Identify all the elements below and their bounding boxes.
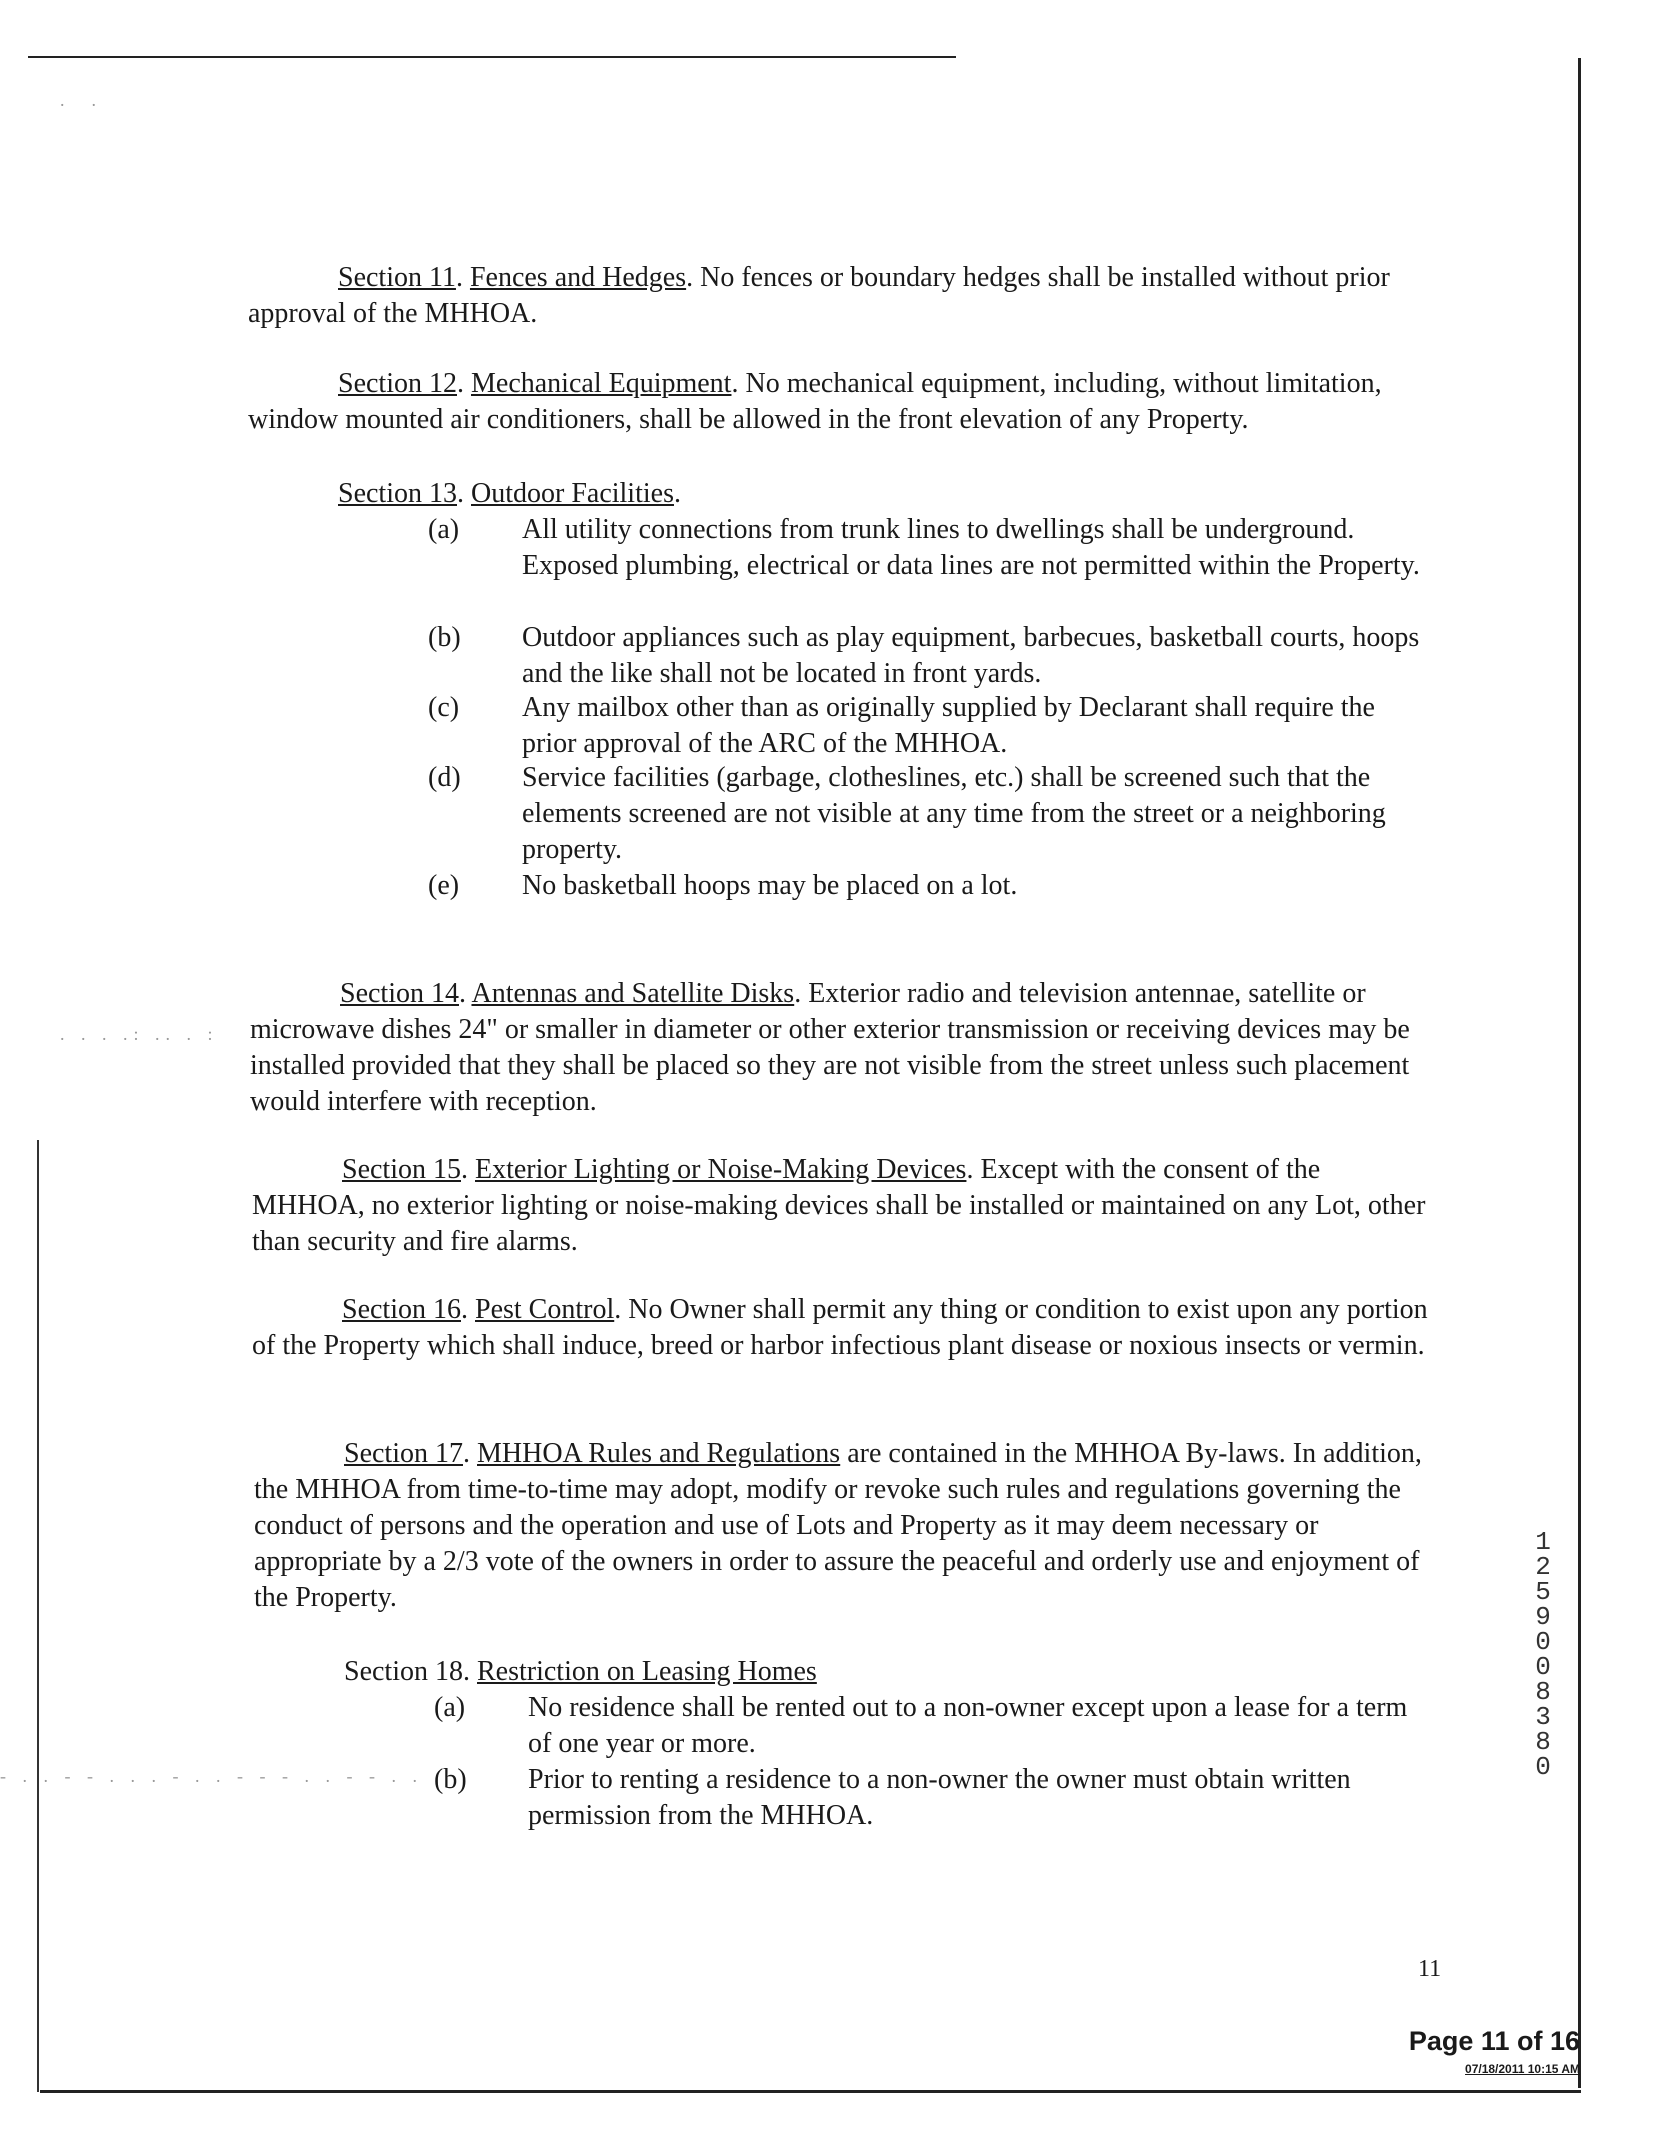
section-14: Section 14. Antennas and Satellite Disks. Exterior radio and television antennae, satellite or microwave dishes 24" or smaller in diameter or other exterior transmission or receiving devices may be installed provided that they shall be placed so they are not visible from the street unless such placement would interfere with reception. (250, 978, 1410, 1117)
section-17: Section 17. MHHOA Rules and Regulations are contained in the MHHOA By-laws. In addition, the MHHOA from time-to-time may adopt, modify or revoke such rules and regulations governing the conduct of persons and the operation and use of Lots and Property as it may deem necessary or appropriate by a 2/3 vote of the owners in order to assure the peaceful and orderly use and enjoyment of the Property. (254, 1438, 1422, 1613)
page-number: 11 (1418, 1956, 1442, 1982)
item-text: Service facilities (garbage, clotheslines, etc.) shall be screened such that the elements screened are not visible at any time from the street or a neighboring property. (522, 762, 1386, 865)
section-16-title: Pest Control (475, 1294, 615, 1325)
section-16: Section 16. Pest Control. No Owner shall permit any thing or condition to exist upon any portion of the Property which shall induce, breed or harbor infectious plant disease or noxious insects or vermin. (252, 1294, 1428, 1361)
item-text: Outdoor appliances such as play equipment, barbecues, basketball courts, hoops and the like shall not be located in front yards. (522, 622, 1420, 689)
section-13-number: Section 13 (338, 478, 457, 509)
section-16-number: Section 16 (342, 1294, 461, 1325)
item-label: (d) (428, 762, 461, 793)
right-border (1578, 58, 1581, 2088)
section-13-heading: Section 13. Outdoor Facilities. (338, 478, 681, 509)
section-14-number: Section 14 (340, 978, 459, 1009)
section-11-text: No fences or boundary hedges shall be installed without prior approval of the MHHOA. (248, 262, 1390, 329)
section-17-title: MHHOA Rules and Regulations (477, 1438, 841, 1469)
section-15-number: Section 15 (342, 1154, 461, 1185)
section-14-title: Antennas and Satellite Disks (471, 978, 795, 1009)
section-16-text: No Owner shall permit any thing or condition to exist upon any portion of the Property which shall induce, breed or harbor infectious plant disease or noxious insects or vermin. (252, 1294, 1428, 1361)
scan-speckle: . . . .: .. . : (60, 1024, 219, 1044)
section-18-number: Section 18 (344, 1656, 463, 1687)
section-15-title: Exterior Lighting or Noise-Making Devices (475, 1154, 967, 1185)
item-label: (a) (434, 1692, 466, 1723)
section-11: Section 11. Fences and Hedges. No fences or boundary hedges shall be installed without prior approval of the MHHOA. (248, 262, 1390, 329)
section-14-text: Exterior radio and television antennae, satellite or microwave dishes 24" or smaller in diameter or other exterior transmission or receiving devices may be installed provided that they shall be placed so they are not visible from the street unless such placement would interfere with reception. (250, 978, 1410, 1117)
section-12-text: No mechanical equipment, including, without limitation, window mounted air conditioners, shall be allowed in the front elevation of any Property. (248, 368, 1382, 435)
scan-speckle: . . (60, 90, 102, 110)
section-12-number: Section 12 (338, 368, 457, 399)
top-rule (28, 56, 956, 58)
section-18-heading: Section 18. Restriction on Leasing Homes (344, 1656, 817, 1687)
left-border (37, 1140, 39, 2092)
item-label: (c) (428, 692, 460, 723)
section-11-title: Fences and Hedges (469, 262, 687, 293)
section-11-number: Section 11 (338, 262, 456, 293)
item-label: (b) (434, 1764, 467, 1795)
item-text: Any mailbox other than as originally supplied by Declarant shall require the prior approval of the ARC of the MHHOA. (522, 692, 1375, 759)
section-12-title: Mechanical Equipment (471, 368, 732, 399)
vertical-stamp: 12590 08380 (1535, 1527, 1551, 1782)
section-15: Section 15. Exterior Lighting or Noise-Making Devices. Except with the consent of the MHHOA, no exterior lighting or noise-making devices shall be installed or maintained on any Lot, other than security and fire alarms. (252, 1154, 1426, 1257)
section-15-text: Except with the consent of the MHHOA, no exterior lighting or noise-making devices shall be installed or maintained on any Lot, other than security and fire alarms. (252, 1154, 1426, 1257)
section-17-text: are contained in the MHHOA By-laws. In addition, the MHHOA from time-to-time may adopt, modify or revoke such rules and regulations governing the conduct of persons and the operation and use of Lots and Property as it may deem necessary or appropriate by a 2/3 vote of the owners in order to assure the peaceful and orderly use and enjoyment of the Property. (254, 1438, 1422, 1613)
footer-timestamp: 07/18/2011 10:15 AM (1465, 2062, 1580, 2076)
bottom-border (40, 2090, 1581, 2093)
section-13-title: Outdoor Facilities (471, 478, 674, 509)
section-17-number: Section 17 (344, 1438, 463, 1469)
item-label: (a) (428, 514, 460, 545)
item-text: All utility connections from trunk lines to dwellings shall be underground. Exposed plumbing, electrical or data lines are not permitted within the Property. (522, 514, 1420, 581)
scan-speckle: - . . - - . . . - . . - - - . . - - . . (0, 1766, 423, 1786)
footer-page-count: Page 11 of 16 (1408, 2026, 1580, 2056)
item-text: Prior to renting a residence to a non-owner the owner must obtain written permission from the MHHOA. (528, 1764, 1351, 1831)
section-12: Section 12. Mechanical Equipment. No mechanical equipment, including, without limitation, window mounted air conditioners, shall be allowed in the front elevation of any Property. (248, 368, 1382, 435)
item-text: No basketball hoops may be placed on a lot. (522, 870, 1018, 901)
section-18-title: Restriction on Leasing Homes (477, 1656, 817, 1687)
item-text: No residence shall be rented out to a non-owner except upon a lease for a term of one year or more. (528, 1692, 1408, 1759)
item-label: (b) (428, 622, 461, 653)
item-label: (e) (428, 870, 460, 901)
